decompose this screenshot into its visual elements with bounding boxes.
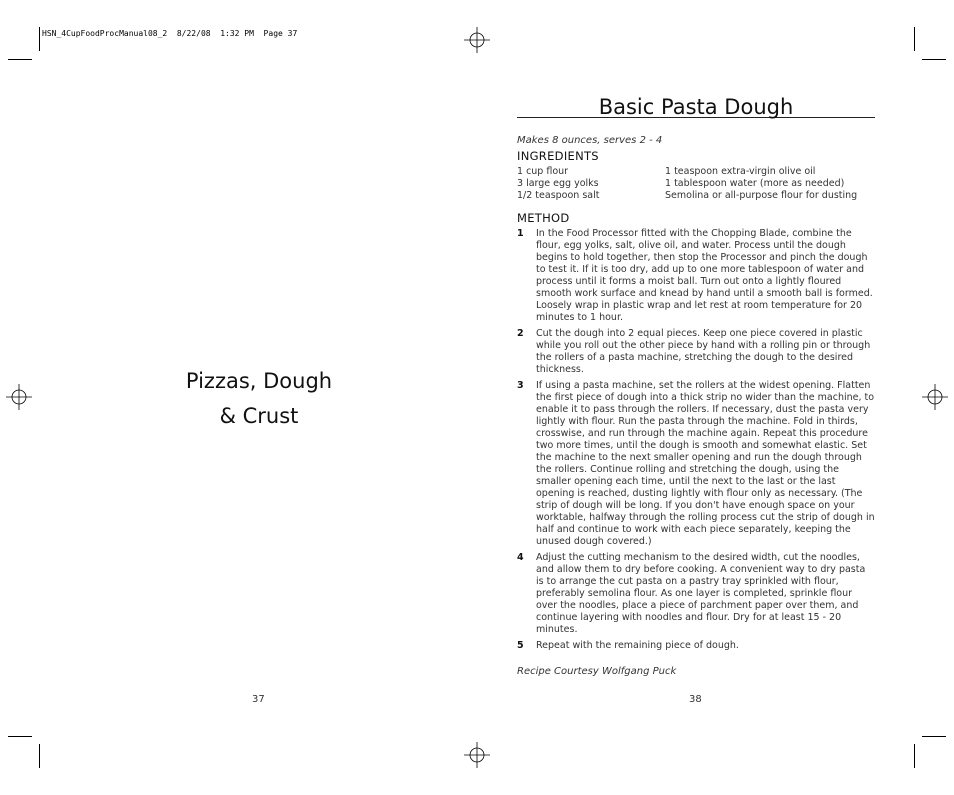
registration-mark-icon bbox=[6, 384, 32, 410]
method-step bbox=[517, 552, 875, 636]
step-text: In the Food Processor fitted with the Chopping Blade, combine the flour, egg yolks, salt, olive oil, and water. Process until the dough begins to hold together, then stop the Processor and pinch the dough to test it. If it is too dry, add up to one more tablespoon of water and process until it forms a moist ball. Turn out onto a lightly floured smooth work surface and knead by hand until a smooth ball is formed. Loosely wrap in plastic wrap and let rest at room temperature for 20 minutes to 1 hour. bbox=[536, 228, 873, 323]
step-text: If using a pasta machine, set the rollers at the widest opening. Flatten the first piece of dough into a thick strip no wider than the machine, to enable it to pass through the rollers. If necessary, dust the pasta very lightly with flour. Run the pasta through the machine. Fold in thirds, crosswise, and run through the machine again. Repeat this procedure two more times, until the dough is smooth and somewhat elastic. Set the machine to the next smaller opening and run the dough through the rollers. Continue rolling and stretching the dough, using the smaller opening each time, until the next to the last or the last opening is reached, dusting lightly with flour only as necessary. (The strip of dough will be long. If you don't have enough space on your worktable, halfway through the rolling process cut the strip of dough in half and continue to work with each piece separately, keeping the unused dough covered.) bbox=[536, 380, 875, 547]
method-heading: METHOD bbox=[517, 211, 570, 225]
registration-mark-icon bbox=[464, 27, 490, 53]
step-number: 2 bbox=[517, 328, 524, 339]
step-number: 5 bbox=[517, 640, 524, 651]
crop-mark bbox=[8, 736, 32, 737]
method-step bbox=[517, 380, 875, 548]
ingredients-heading: INGREDIENTS bbox=[517, 149, 599, 163]
step-number: 4 bbox=[517, 552, 524, 563]
section-title bbox=[150, 364, 368, 434]
file-slug: HSN_4CupFoodProcManual08_2 8/22/08 1:32 PM Page 37 bbox=[42, 29, 298, 38]
ingredient-item: 1 tablespoon water (more as needed) bbox=[665, 178, 845, 189]
section-title-line1: Pizzas, Dough bbox=[185, 369, 333, 393]
crop-mark bbox=[914, 27, 915, 51]
registration-mark-icon bbox=[922, 384, 948, 410]
step-text: Adjust the cutting mechanism to the desired width, cut the noodles, and allow them to dry before cooking. A convenient way to dry pasta is to arrange the cut pasta on a pastry tray sprinkled with flour, preferably semolina flour. As one layer is completed, sprinkle flour over the noodles, place a piece of parchment paper over them, and continue layering with noodles and flour. Dry for at least 15 - 20 minutes. bbox=[536, 552, 866, 635]
ingredient-item: 1 cup flour bbox=[517, 166, 569, 177]
recipe-yield: Makes 8 ounces, serves 2 - 4 bbox=[517, 135, 663, 146]
method-step bbox=[517, 640, 875, 652]
ingredient-item: Semolina or all-purpose flour for dusting bbox=[665, 190, 858, 201]
section-title-line2: & Crust bbox=[219, 404, 299, 428]
crop-mark bbox=[914, 744, 915, 768]
registration-mark-icon bbox=[464, 742, 490, 768]
page-number-left: 37 bbox=[252, 694, 265, 705]
ingredient-item: 1/2 teaspoon salt bbox=[517, 190, 600, 201]
ingredients-column-2 bbox=[665, 166, 875, 202]
ingredient-item: 3 large egg yolks bbox=[517, 178, 599, 189]
step-number: 3 bbox=[517, 380, 524, 391]
method-step bbox=[517, 228, 875, 324]
crop-mark bbox=[39, 27, 40, 51]
crop-mark bbox=[39, 744, 40, 768]
ingredients-column-1 bbox=[517, 166, 665, 202]
ingredient-item: 1 teaspoon extra-virgin olive oil bbox=[665, 166, 816, 177]
step-text: Repeat with the remaining piece of dough. bbox=[536, 640, 739, 651]
recipe-title: Basic Pasta Dough bbox=[517, 92, 875, 118]
recipe-page bbox=[517, 92, 875, 677]
crop-mark bbox=[922, 736, 946, 737]
recipe-credit: Recipe Courtesy Wolfgang Puck bbox=[517, 666, 677, 677]
crop-mark bbox=[8, 59, 32, 60]
method-step bbox=[517, 328, 875, 376]
step-text: Cut the dough into 2 equal pieces. Keep one piece covered in plastic while you roll out the other piece by hand with a rolling pin or through the rollers of a pasta machine, stretching the dough to the desired thickness. bbox=[536, 328, 871, 375]
ingredients-list bbox=[517, 166, 875, 202]
crop-mark bbox=[922, 59, 946, 60]
step-number: 1 bbox=[517, 228, 524, 239]
page-number-right: 38 bbox=[689, 694, 702, 705]
method-steps bbox=[517, 228, 875, 652]
